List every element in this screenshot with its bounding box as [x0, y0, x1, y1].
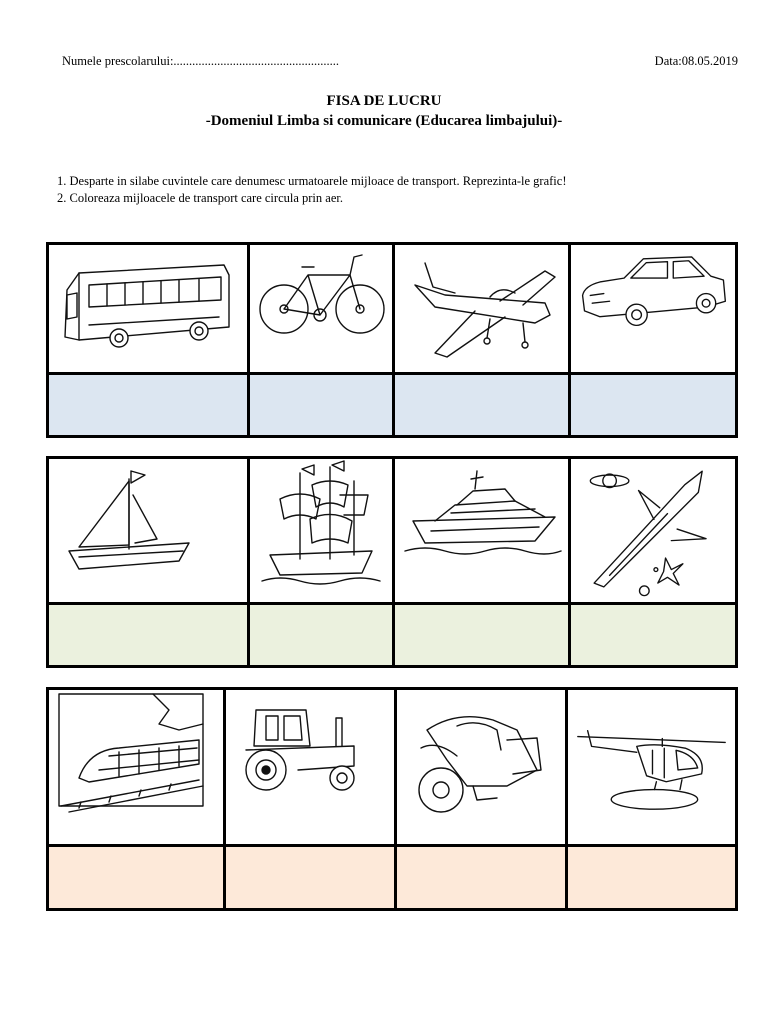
- tractor-icon: [226, 690, 394, 844]
- syllable-answer-cell[interactable]: [571, 605, 735, 665]
- syllable-answer-cell[interactable]: [250, 375, 392, 435]
- picture-cell: [395, 245, 568, 372]
- picture-cell: [49, 690, 223, 844]
- syllable-answer-cell[interactable]: [226, 847, 394, 908]
- motorcycle-icon: [397, 690, 565, 844]
- picture-cell: [250, 245, 392, 372]
- picture-cell: [397, 690, 565, 844]
- bus-icon: [49, 245, 247, 372]
- helicopter-icon: [568, 690, 735, 844]
- syllable-answer-cell[interactable]: [568, 847, 735, 908]
- picture-cell: [395, 459, 568, 602]
- ship-icon: [250, 459, 392, 602]
- syllable-answer-cell[interactable]: [49, 605, 247, 665]
- transport-row-3: [46, 687, 738, 911]
- train-icon: [49, 690, 223, 844]
- transport-row-1: [46, 242, 738, 438]
- picture-cell: [226, 690, 394, 844]
- picture-cell: [571, 245, 735, 372]
- student-name-label: Numele prescolarului:.....................................................: [62, 54, 340, 68]
- yacht-icon: [395, 459, 568, 602]
- instruction-2: 2. Coloreaza mijloacele de transport care circula prin aer.: [57, 191, 343, 205]
- date-label: Data:08.05.2019: [654, 54, 738, 68]
- car-icon: [571, 245, 735, 372]
- airplane-icon: [395, 245, 568, 372]
- syllable-answer-cell[interactable]: [395, 375, 568, 435]
- syllable-answer-cell[interactable]: [250, 605, 392, 665]
- syllable-answer-cell[interactable]: [395, 605, 568, 665]
- syllable-answer-cell[interactable]: [49, 375, 247, 435]
- picture-cell: [568, 690, 735, 844]
- rocket-icon: [571, 459, 735, 602]
- bicycle-icon: [250, 245, 392, 372]
- picture-cell: [49, 459, 247, 602]
- worksheet-subtitle: -Domeniul Limba si comunicare (Educarea limbajului)-: [205, 113, 563, 129]
- transport-row-2: [46, 456, 738, 668]
- instruction-1: 1. Desparte in silabe cuvintele care denumesc urmatoarele mijloace de transport. Reprezinta-le grafic!: [57, 174, 567, 188]
- picture-cell: [250, 459, 392, 602]
- syllable-answer-cell[interactable]: [571, 375, 735, 435]
- picture-cell: [571, 459, 735, 602]
- syllable-answer-cell[interactable]: [397, 847, 565, 908]
- sailboat-icon: [49, 459, 247, 602]
- picture-cell: [49, 245, 247, 372]
- syllable-answer-cell[interactable]: [49, 847, 223, 908]
- worksheet-title: FISA DE LUCRU: [326, 93, 442, 109]
